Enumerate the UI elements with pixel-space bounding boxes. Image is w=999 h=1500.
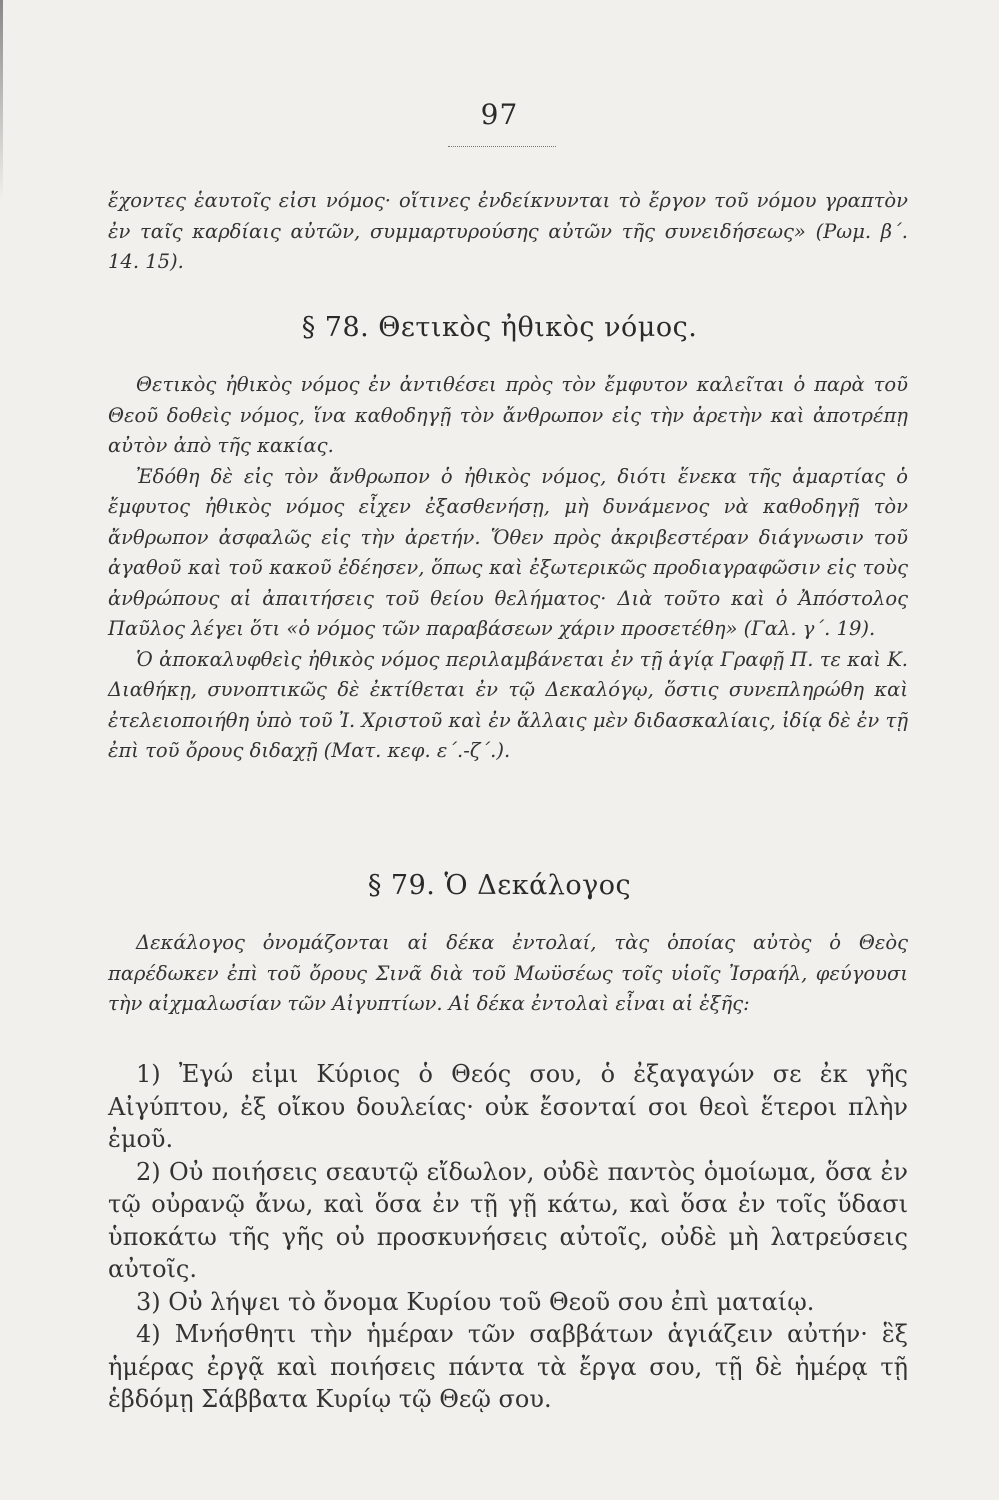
section-79-intro: Δεκάλογος ὀνομάζονται αἱ δέκα ἐντολαί, τὰς ὁποίας αὐτὸς ὁ Θεὸς παρέδωκεν ἐπὶ τοῦ ὄρους Σινᾶ διὰ τοῦ Μωϋσέως τοῖς υἱοῖς Ἰσραήλ, φεύγουσι τὴν αἰχμαλωσίαν τῶν Αἰγυπτίων. Αἱ δέκα ἐντολαὶ εἶναι αἱ ἑξῆς: [108,931,908,1015]
opening-paragraph: ἔχοντες ἑαυτοῖς εἰσι νόμος· οἵτινες ἐνδείκνυνται τὸ ἔργον τοῦ νόμου γραπτὸν ἐν ταῖς καρδίαις αὐτῶν, συμμαρτυρούσης αὐτῶν τῆς συνειδήσεως» (Ρωμ. β΄. 14. 15). [108,189,908,273]
commandment-3: 3) Οὐ λήψει τὸ ὄνομα Κυρίου τοῦ Θεοῦ σου ἐπὶ ματαίῳ. [136,1287,815,1316]
page-number-rule [448,146,556,147]
section-78-paragraph-3: Ὁ ἀποκαλυφθεὶς ἠθικὸς νόμος περιλαμβάνεται ἐν τῇ ἁγίᾳ Γραφῇ Π. τε καὶ Κ. Διαθήκῃ, συνοπτικῶς δὲ ἐκτίθεται ἐν τῷ Δεκαλόγῳ, ὅστις συνεπληρώθη καὶ ἐτελειοποιήθη ὑπὸ τοῦ Ἰ. Χριστοῦ καὶ ἐν ἄλλαις μὲν διδασκαλίαις, ἰδίᾳ δὲ ἐν τῇ ἐπὶ τοῦ ὄρους διδαχῇ (Ματ. κεφ. ε΄.-ζ΄.). [108,647,908,762]
opening-text-block [108,186,908,278]
section-78-body [108,370,908,767]
section-79-intro-block [108,928,908,1020]
commandments-list [108,1058,908,1416]
section-78-paragraph-2: Ἐδόθη δὲ εἰς τὸν ἄνθρωπον ὁ ἠθικὸς νόμος, διότι ἕνεκα τῆς ἁμαρτίας ὁ ἔμφυτος ἠθικὸς νόμος εἶχεν ἐξασθενήσῃ, μὴ δυνάμενος νὰ καθοδηγῇ τὸν ἄνθρωπον ἀσφαλῶς εἰς τὴν ἀρετήν. Ὅθεν πρὸς ἀκριβεστέραν διάγνωσιν τοῦ ἀγαθοῦ καὶ τοῦ κακοῦ ἐδέησεν, ὅπως καὶ ἐξωτερικῶς προδιαγραφῶσιν εἰς τοὺς ἀνθρώπους αἱ ἀπαιτήσεις τοῦ θείου θελήματος· Διὰ τοῦτο καὶ ὁ Ἀπόστολος Παῦλος λέγει ὅτι «ὁ νόμος τῶν παραβάσεων χάριν προσετέθη» (Γαλ. γ΄. 19). [108,464,908,640]
commandment-1: 1) Ἐγώ εἰμι Κύριος ὁ Θεός σου, ὁ ἐξαγαγών σε ἐκ γῆς Αἰγύπτου, ἐξ οἴκου δουλείας· οὐκ ἔσονταί σοι θεοὶ ἕτεροι πλὴν ἐμοῦ. [108,1060,908,1153]
section-79-heading: § 79. Ὁ Δεκάλογος [367,870,632,901]
section-78-paragraph-1: Θετικὸς ἠθικὸς νόμος ἐν ἀντιθέσει πρὸς τὸν ἔμφυτον καλεῖται ὁ παρὰ τοῦ Θεοῦ δοθεὶς νόμος, ἵνα καθοδηγῇ τὸν ἄνθρωπον εἰς τὴν ἀρετὴν καὶ ἀποτρέπῃ αὐτὸν ἀπὸ τῆς κακίας. [108,373,908,457]
section-78-heading: § 78. Θετικὸς ἠθικὸς νόμος. [301,312,698,343]
commandment-4: 4) Μνήσθητι τὴν ἡμέραν τῶν σαββάτων ἁγιάζειν αὐτήν· ἓξ ἡμέρας ἐργᾷ καὶ ποιήσεις πάντα τὰ ἔργα σου, τῇ δὲ ἡμέρᾳ τῇ ἑβδόμῃ Σάββατα Κυρίῳ τῷ Θεῷ σου. [108,1320,908,1413]
commandment-2: 2) Οὐ ποιήσεις σεαυτῷ εἴδωλον, οὐδὲ παντὸς ὁμοίωμα, ὅσα ἐν τῷ οὐρανῷ ἄνω, καὶ ὅσα ἐν τῇ γῇ κάτω, καὶ ὅσα ἐν τοῖς ὕδασι ὑποκάτω τῆς γῆς οὐ προσκυνήσεις αὐτοῖς, οὐδὲ μὴ λατρεύσεις αὐτοῖς. [108,1157,908,1283]
page-number: 97 [480,98,519,131]
